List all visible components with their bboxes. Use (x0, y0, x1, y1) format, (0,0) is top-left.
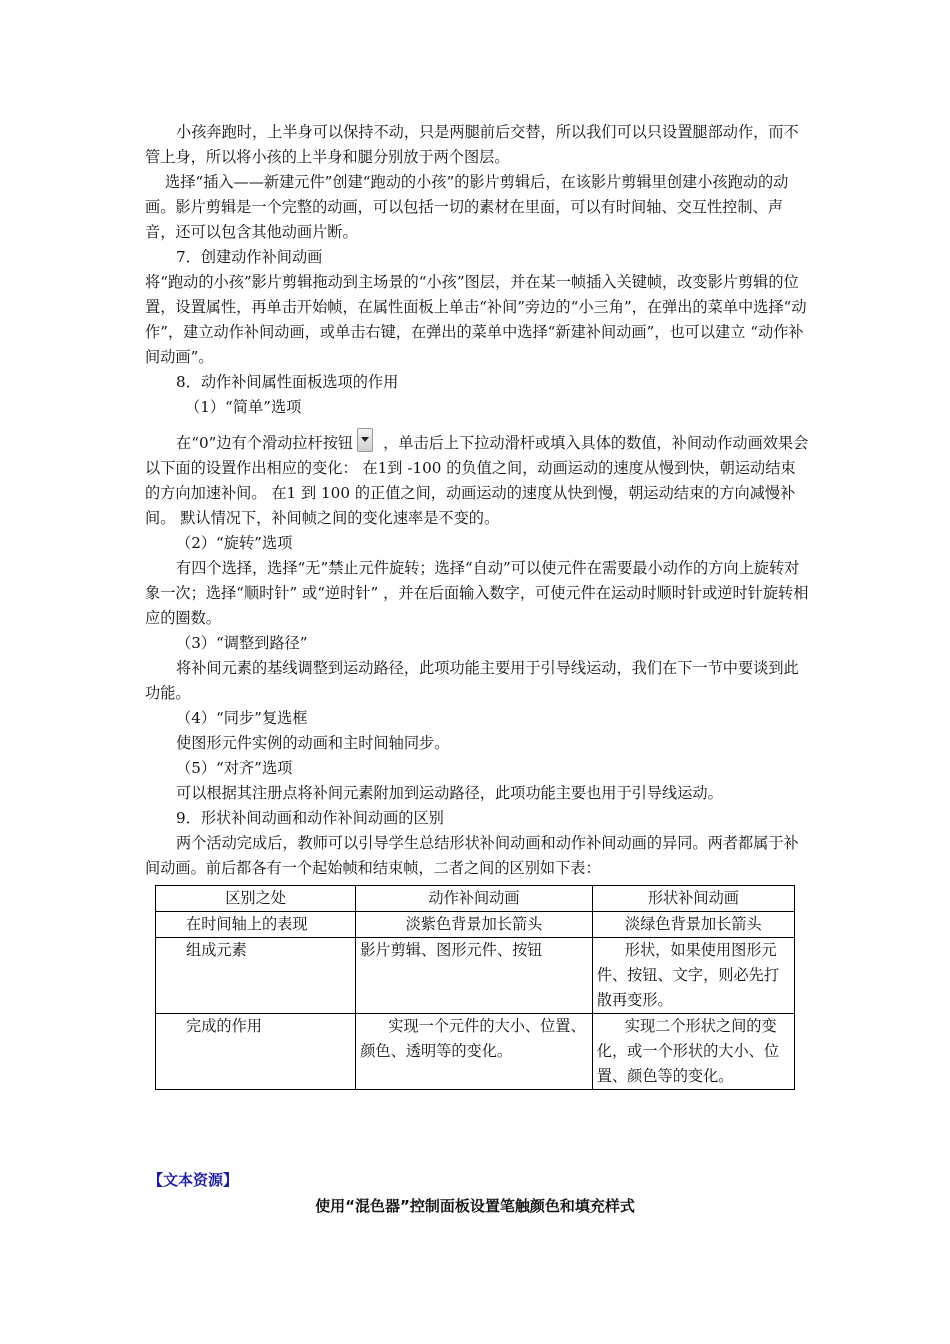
paragraph-insert-symbol: 选择“插入——新建元件”创建“跑动的小孩”的影片剪辑后，在该影片剪辑里创建小孩跑动的动画。影片剪辑是一个完整的动画，可以包括一切的素材在里面，可以有时间轴、交互性控制、声音，还可以包含其他动画片断。 (145, 173, 789, 241)
heading-9: 9．形状补间动画和动作补间动画的区别 (176, 809, 444, 827)
table-cell: 淡绿色背景加长箭头 (592, 912, 794, 938)
table-cell: 实现一个元件的大小、位置、颜色、透明等的变化。 (356, 1014, 593, 1090)
subheading-simple: （1）“简单”选项 (185, 398, 302, 416)
document-body (145, 120, 810, 1090)
resource-tag: 【文本资源】 (148, 1171, 239, 1189)
paragraph-rotate: 有四个选择，选择“无”禁止元件旋转；选择“自动”可以使元件在需要最小动作的方向上旋转对象一次；选择“顺时针” 或“逆时针” ，并在后面输入数字，可使元件在运动时顺时针或逆时针旋转相应的圈数。 (145, 559, 809, 627)
table-row (156, 1014, 795, 1090)
paragraph-motion-tween: 将“跑动的小孩”影片剪辑拖动到主场景的“小孩”图层，并在某一帧插入关键帧，改变影片剪辑的位置，设置属性，再单击开始帧，在属性面板上单击“补间”旁边的“小三角”，在弹出的菜单中选择“动作”，建立动作补间动画，或单击右键，在弹出的菜单中选择“新建补间动画”，也可以建立 “动作补间动画”。 (145, 273, 807, 366)
subheading-sync: （4）“同步”复选框 (176, 709, 308, 727)
table-cell: 组成元素 (156, 938, 356, 1014)
subheading-orient-path: （3）“调整到路径” (176, 634, 308, 652)
table-header-cell: 动作补间动画 (356, 886, 593, 912)
table-header-cell: 形状补间动画 (592, 886, 794, 912)
resource-title: 使用“混色器”控制面板设置笔触颜色和填充样式 (315, 1197, 635, 1215)
table-cell: 在时间轴上的表现 (156, 912, 356, 938)
paragraph-running-child: 小孩奔跑时，上半身可以保持不动，只是两腿前后交替，所以我们可以只设置腿部动作，而不管上身，所以将小孩的上半身和腿分别放于两个图层。 (145, 123, 799, 166)
heading-7: 7．创建动作补间动画 (176, 248, 323, 266)
paragraph-summary: 两个活动完成后，教师可以引导学生总结形状补间动画和动作补间动画的异同。两者都属于补间动画。前后都各有一个起始帧和结束帧，二者之间的区别如下表： (145, 834, 799, 877)
table-header-row (156, 886, 795, 912)
table-cell: 影片剪辑、图形元件、按钮 (356, 938, 593, 1014)
easing-text-a: 在“0”边有个滑动拉杆按钮 (176, 434, 354, 452)
paragraph-snap: 可以根据其注册点将补间元素附加到运动路径，此项功能主要也用于引导线运动。 (176, 784, 723, 802)
table-header-cell: 区别之处 (156, 886, 356, 912)
subheading-snap: （5）“对齐”选项 (176, 759, 293, 777)
table-row (156, 938, 795, 1014)
paragraph-easing (145, 428, 810, 531)
comparison-table (155, 885, 795, 1090)
table-row (156, 912, 795, 938)
paragraph-orient-path: 将补间元素的基线调整到运动路径，此项功能主要用于引导线运动，我们在下一节中要谈到此功能。 (145, 659, 799, 702)
paragraph-sync: 使图形元件实例的动画和主时间轴同步。 (176, 734, 450, 752)
slider-dropdown-icon (357, 428, 373, 452)
subheading-rotate: （2）“旋转”选项 (176, 534, 293, 552)
table-cell: 实现二个形状之间的变化，或一个形状的大小、位置、颜色等的变化。 (592, 1014, 794, 1090)
easing-text-b: ，单击后上下拉动滑杆或填入具体的数值，补间动作动画效果会以下面的设置作出相应的变化： 在1到 -100 的负值之间，动画运动的速度从慢到快，朝运动结束的方向加速补间。 在1 到 100 的正值之间，动画运动的速度从快到慢，朝运动结束的方向减慢补间。 默认情况下，补间帧之间的变化速率是不变的。 (145, 434, 809, 527)
table-cell: 淡紫色背景加长箭头 (356, 912, 593, 938)
table-cell: 形状，如果使用图形元件、按钮、文字，则必先打散再变形。 (592, 938, 794, 1014)
heading-8: 8．动作补间属性面板选项的作用 (176, 373, 399, 391)
table-cell: 完成的作用 (156, 1014, 356, 1090)
